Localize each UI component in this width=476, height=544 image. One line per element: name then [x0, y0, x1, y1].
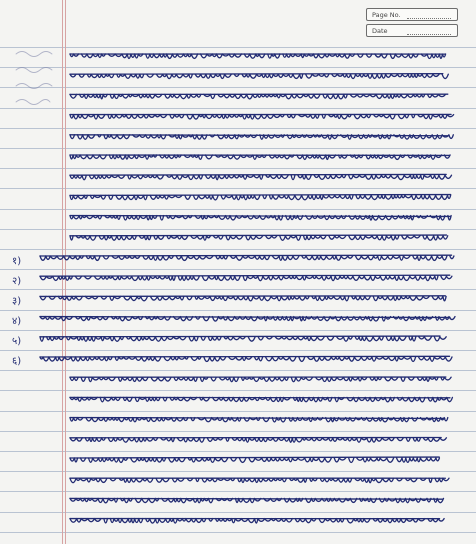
- list-number-4: ४): [12, 316, 22, 327]
- handwriting-stroke: [40, 337, 446, 342]
- handwriting-stroke: [70, 498, 442, 499]
- handwriting-stroke: [70, 236, 448, 241]
- handwriting-stroke: [40, 256, 454, 260]
- page-number-label: Page No.: [372, 11, 401, 19]
- handwriting-stroke: [70, 74, 448, 78]
- handwriting-stroke: [40, 276, 452, 281]
- handwriting-stroke: [70, 174, 446, 175]
- handwriting-stroke: [40, 296, 446, 300]
- date-label: Date: [372, 27, 388, 35]
- list-number-6: ६): [12, 356, 22, 367]
- list-number-1: १): [12, 256, 22, 267]
- handwriting-stroke: [40, 357, 452, 362]
- handwriting-stroke: [70, 377, 451, 382]
- handwriting-stroke: [70, 438, 446, 443]
- handwriting-stroke: [40, 255, 452, 256]
- handwriting-stroke: [70, 195, 451, 200]
- handwriting-stroke: [70, 115, 454, 119]
- list-number-3: ३): [12, 296, 22, 307]
- handwriting-stroke: [70, 175, 452, 180]
- list-number-2: २): [12, 276, 22, 287]
- handwriting-stroke: [70, 458, 439, 463]
- handwriting-stroke: [70, 94, 448, 99]
- list-number-5: ५): [12, 336, 22, 347]
